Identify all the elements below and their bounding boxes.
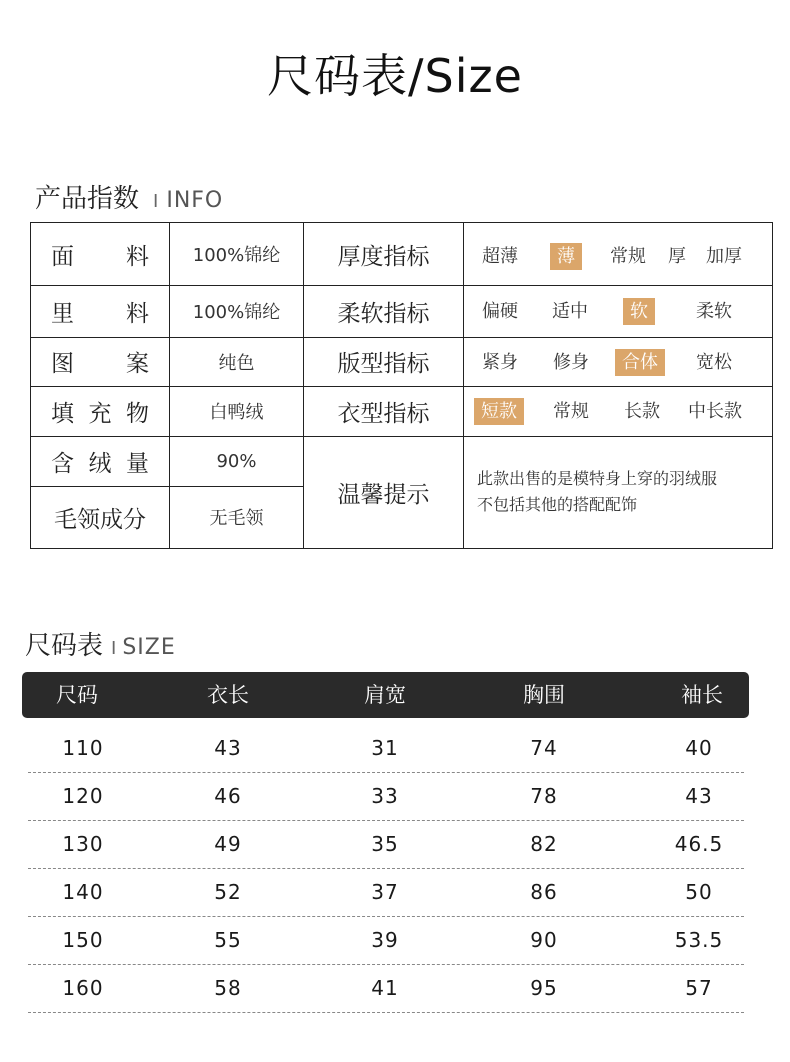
label-lining — [31, 285, 169, 337]
option-xiushen: 修身 — [553, 352, 589, 373]
cell-shoulder: 33 — [371, 784, 399, 808]
cell-shoulder: 37 — [371, 880, 399, 904]
cell-size: 150 — [62, 928, 104, 952]
cell-size: 110 — [62, 736, 104, 760]
option-chaobao: 超薄 — [482, 246, 518, 267]
cell-length: 58 — [214, 976, 242, 1000]
label-char: 面 — [51, 243, 74, 270]
cell-length: 55 — [214, 928, 242, 952]
table-row — [28, 820, 744, 869]
cell-length: 43 — [214, 736, 242, 760]
tip-line: 不包括其他的搭配配饰 — [477, 495, 638, 514]
label-char: 里 — [51, 300, 74, 327]
option-changkuan: 长款 — [624, 401, 660, 422]
page-title: 尺码表/Size — [267, 49, 523, 103]
cell-shoulder: 41 — [371, 976, 399, 1000]
size-table-header — [22, 672, 749, 718]
table-row — [28, 916, 744, 965]
cell-length: 49 — [214, 832, 242, 856]
value-pattern: 纯色 — [218, 352, 255, 374]
index-softness: 柔软指标 — [337, 300, 430, 327]
cell-shoulder: 35 — [371, 832, 399, 856]
option-ruan-selected: 软 — [623, 298, 655, 325]
cell-sleeve: 40 — [685, 736, 713, 760]
label-char: 图 — [51, 351, 74, 377]
length-options — [464, 398, 772, 425]
label-char: 量 — [126, 450, 149, 477]
option-hou: 厚 — [668, 246, 686, 267]
header-shoulder: 肩宽 — [364, 683, 406, 707]
cell-sleeve: 43 — [685, 784, 713, 808]
cell-length: 46 — [214, 784, 242, 808]
header-size: 尺码 — [56, 683, 98, 707]
cell-shoulder: 31 — [371, 736, 399, 760]
option-heti-selected: 合体 — [615, 349, 665, 376]
label-char: 填 — [51, 400, 74, 427]
cell-size: 120 — [62, 784, 104, 808]
label-fur-collar: 毛领成分 — [54, 506, 146, 533]
label-char: 案 — [126, 351, 149, 377]
label-char: 充 — [88, 400, 112, 427]
softness-options — [464, 298, 772, 325]
cell-chest: 82 — [530, 832, 558, 856]
cell-chest: 78 — [530, 784, 558, 808]
cell-chest: 95 — [530, 976, 558, 1000]
size-heading-cn: 尺码表 — [25, 631, 104, 661]
cell-size: 160 — [62, 976, 104, 1000]
index-length: 衣型指标 — [337, 400, 430, 427]
cell-shoulder: 39 — [371, 928, 399, 952]
index-thickness: 厚度指标 — [337, 243, 430, 270]
label-char: 物 — [126, 400, 149, 427]
tip-text — [477, 466, 717, 518]
tip-label: 温馨提示 — [337, 481, 430, 508]
thickness-options — [464, 243, 772, 270]
label-char: 绒 — [88, 450, 112, 477]
label-char: 料 — [126, 243, 149, 270]
option-rouruan: 柔软 — [696, 301, 732, 322]
info-heading-en: INFO — [166, 188, 224, 213]
cell-length: 52 — [214, 880, 242, 904]
option-bao-selected: 薄 — [550, 243, 582, 270]
cell-sleeve: 46.5 — [674, 832, 724, 856]
table-row — [28, 772, 744, 821]
option-zhongchangkuan: 中长款 — [688, 401, 742, 422]
header-chest: 胸围 — [523, 683, 565, 707]
info-heading-cn: 产品指数 — [35, 184, 140, 214]
option-changgui: 常规 — [553, 401, 589, 422]
cell-sleeve: 57 — [685, 976, 713, 1000]
size-heading-en: SIZE — [122, 635, 176, 660]
fit-options — [464, 349, 772, 376]
cell-size: 140 — [62, 880, 104, 904]
table-row — [28, 964, 744, 1013]
value-filling: 白鸭绒 — [209, 402, 264, 423]
cell-chest: 86 — [530, 880, 558, 904]
label-pattern — [31, 337, 169, 386]
label-char: 含 — [51, 450, 74, 477]
index-fit: 版型指标 — [337, 351, 430, 377]
cell-size: 130 — [62, 832, 104, 856]
label-fabric — [31, 223, 169, 285]
option-duankuan-selected: 短款 — [474, 398, 524, 425]
option-jinshen: 紧身 — [482, 352, 518, 373]
tip-line: 此款出售的是模特身上穿的羽绒服 — [477, 469, 718, 488]
cell-sleeve: 53.5 — [674, 928, 724, 952]
option-jiahou: 加厚 — [706, 246, 742, 267]
header-length: 衣长 — [207, 683, 249, 707]
cell-chest: 74 — [530, 736, 558, 760]
info-section-heading — [35, 178, 223, 215]
size-section-heading — [25, 625, 176, 662]
value-fur-collar: 无毛领 — [209, 508, 264, 529]
label-char: 料 — [126, 300, 149, 327]
table-row — [28, 724, 744, 773]
size-heading-separator: I — [111, 638, 117, 659]
table-divider — [463, 223, 464, 548]
value-lining: 100%锦纶 — [192, 302, 281, 323]
table-row — [28, 868, 744, 917]
option-kuansong: 宽松 — [696, 352, 732, 373]
option-pianying: 偏硬 — [482, 301, 518, 322]
label-down-content — [31, 436, 169, 486]
option-shizhong: 适中 — [552, 301, 588, 322]
value-down-content: 90% — [216, 450, 257, 472]
info-heading-separator: I — [153, 191, 159, 212]
cell-chest: 90 — [530, 928, 558, 952]
label-filling — [31, 386, 169, 436]
cell-sleeve: 50 — [685, 880, 713, 904]
table-divider — [463, 285, 772, 286]
header-sleeve: 袖长 — [681, 683, 723, 707]
value-fabric: 100%锦纶 — [192, 245, 281, 266]
option-changgui: 常规 — [610, 246, 646, 267]
